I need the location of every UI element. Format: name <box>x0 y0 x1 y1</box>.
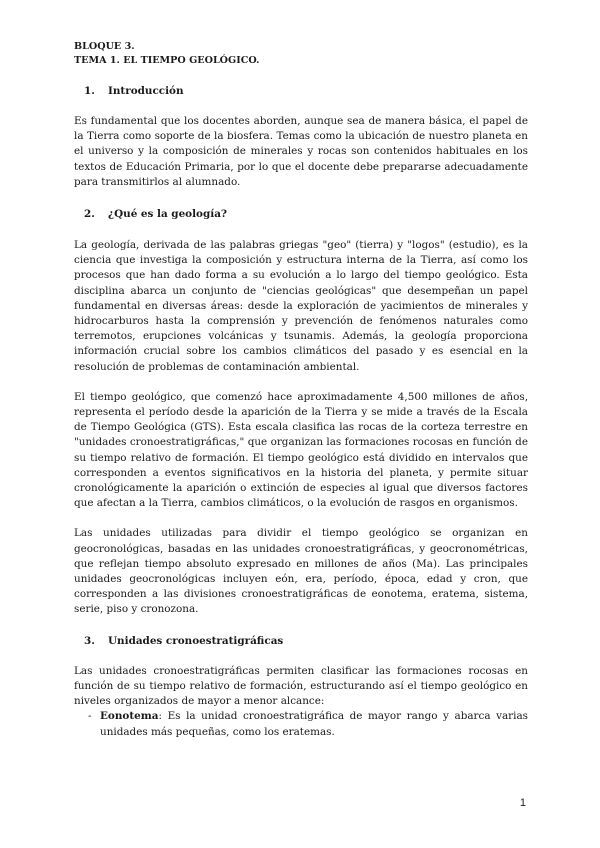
section-3-number: 3. <box>84 634 95 647</box>
paragraph: La geología, derivada de las palabras griegas "geo" (tierra) y "logos" (estudio), es la ciencia que investiga la composición y estructura interna de la Tierra, así como los procesos que han dado forma a su evolución a lo largo del tiempo geológico. Esta disciplina abarca un conjunto de "ciencias geológicas" que desempeñan un papel fundamental en diversas áreas: desde la exploración de yacimientos de minerales y hidrocarburos hasta la comprensión y prevención de fenómenos naturales como terremotos, erupciones volcánicas y tsunamis. Además, la geología proporciona información crucial sobre los cambios climáticos del pasado y es esencial en la resolución de problemas de contaminación ambiental. <box>74 239 528 373</box>
paragraph: Es fundamental que los docentes aborden, aunque sea de manera básica, el papel de la Tierra como soporte de la biosfera. Temas como la ubicación de nuestro planeta en el universo y la composición de minerales y rocas son contenidos habituales en los textos de Educación Primaria, por lo que el docente debe prepararse adecuadamente para transmitirlos al alumnado. <box>74 115 528 188</box>
section-1-heading <box>74 84 528 98</box>
topic-title: TEMA 1. EL TIEMPO GEOLÓGICO. <box>74 55 260 66</box>
block-label: BLOQUE 3. <box>74 41 135 52</box>
paragraph: Las unidades cronoestratigráficas permiten clasificar las formaciones rocosas en función de su tiempo relativo de formación, estructurando así el tiempo geológico en niveles organizados de mayor a menor alcance: <box>74 664 528 708</box>
section-1-number: 1. <box>84 85 95 97</box>
page-number: 1 <box>519 797 526 809</box>
list-term: Eonotema <box>100 710 159 723</box>
list-item <box>74 709 528 739</box>
document-page <box>74 40 528 740</box>
section-3-title: Unidades cronoestratigráficas <box>108 634 284 647</box>
list-dash: - <box>88 710 92 723</box>
section-1-title: Introducción <box>108 85 184 97</box>
section-2-title: ¿Qué es la geología? <box>108 208 228 221</box>
section-2-heading <box>74 207 528 221</box>
paragraph: El tiempo geológico, que comenzó hace aproximadamente 4,500 millones de años, representa el período desde la aparición de la Tierra y se mide a través de la Escala de Tiempo Geológica (GTS). Esta escala clasifica las rocas de la corteza terrestre en "unidades cronoestratigráficas," que organizan las formaciones rocosas en función de su tiempo relativo de formación. El tiempo geológico está dividido en intervalos que corresponden a eventos significativos en la historia del planeta, y permite situar cronológicamente la aparición o extinción de especies al igual que diversos factores que afectan a la Tierra, cambios climáticos, o la evolución de rasgos en organismos. <box>74 390 528 510</box>
list-text: : Es la unidad cronoestratigráfica de mayor rango y abarca varias unidades más pequeñas, como los eratemas. <box>100 710 528 738</box>
section-3-heading <box>74 634 528 648</box>
section-2-number: 2. <box>84 208 95 221</box>
unit-list <box>74 709 528 739</box>
paragraph: Las unidades utilizadas para dividir el tiempo geológico se organizan en geocronológicas, basadas en las unidades cronoestratigráficas, y geocronométricas, que reflejan tiempo absoluto expresado en millones de años (Ma). Las principales unidades geocronológicas incluyen eón, era, período, época, edad y cron, que corresponden a las divisiones cronoestratigráficas de eonotema, eratema, sistema, serie, piso y cronozona. <box>74 527 528 616</box>
